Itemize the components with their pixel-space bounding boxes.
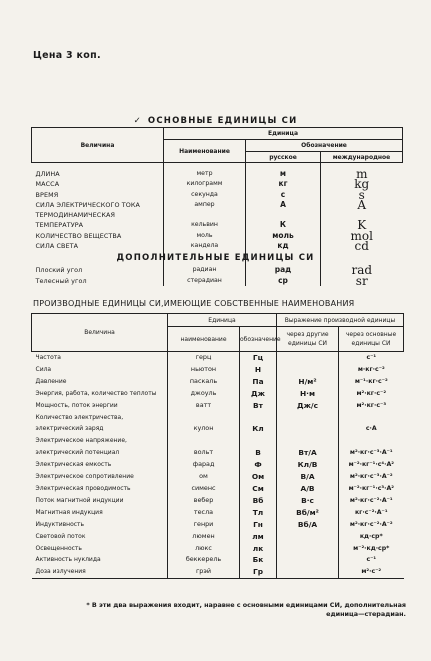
table-row bbox=[32, 459, 404, 471]
russian-symbol-cell: кд bbox=[246, 241, 321, 251]
unit-symbol-cell: Гц bbox=[240, 352, 277, 364]
table-row bbox=[32, 231, 403, 241]
table-row bbox=[32, 388, 404, 400]
unit-symbol-cell: Дж bbox=[240, 388, 277, 400]
via-base-units-cell: м²·кг·с⁻²·А⁻¹ bbox=[339, 495, 404, 507]
unit-symbol-cell: Вб bbox=[240, 495, 277, 507]
via-base-units-cell: м·кг·с⁻² bbox=[339, 364, 404, 376]
via-base-units-cell: м⁻²·кд·ср* bbox=[339, 543, 404, 555]
via-base-units-cell: с⁻¹ bbox=[339, 352, 404, 364]
via-base-units-cell: м²·кг·с⁻²·А⁻² bbox=[339, 519, 404, 531]
unit-name-cell: тесла bbox=[168, 507, 240, 519]
unit-name-cell: моль bbox=[164, 231, 246, 241]
table-row bbox=[32, 364, 404, 376]
quantity-cell: электрический заряд bbox=[35, 425, 104, 433]
quantity-cell: Давление bbox=[35, 377, 67, 385]
international-symbol-cell: sr bbox=[321, 276, 403, 286]
table-row bbox=[32, 471, 404, 483]
via-other-units-cell bbox=[277, 364, 339, 376]
russian-symbol-cell: А bbox=[246, 200, 321, 210]
unit-name-cell: паскаль bbox=[168, 376, 240, 388]
russian-symbol-cell: ср bbox=[246, 276, 321, 286]
header-expression: Выражение производной единицы bbox=[277, 314, 404, 327]
unit-name-cell: радиан bbox=[164, 265, 246, 275]
quantity-cell: Магнитная индукция bbox=[35, 508, 103, 516]
unit-name-cell bbox=[168, 412, 240, 424]
unit-name-cell: ом bbox=[168, 471, 240, 483]
quantity-cell: СИЛА ЭЛЕКТРИЧЕСКОГО ТОКА bbox=[35, 200, 140, 209]
header-via-base: через основные единицы СИ bbox=[339, 327, 404, 352]
via-other-units-cell bbox=[277, 435, 339, 447]
international-symbol-cell: m bbox=[321, 169, 403, 179]
quantity-cell: Телесный угол bbox=[35, 276, 87, 285]
russian-symbol-cell: К bbox=[246, 220, 321, 230]
unit-name-cell: люмен bbox=[168, 531, 240, 543]
header-russian: русское bbox=[246, 152, 321, 163]
unit-name-cell: герц bbox=[168, 352, 240, 364]
table-row bbox=[32, 483, 404, 495]
header-quantity: Величина bbox=[32, 314, 168, 352]
via-base-units-cell bbox=[339, 412, 404, 424]
unit-symbol-cell: Па bbox=[240, 376, 277, 388]
via-base-units-cell: кд·ср* bbox=[339, 531, 404, 543]
table-row bbox=[32, 276, 403, 286]
via-base-units-cell: м²·кг·с⁻³ bbox=[339, 400, 404, 412]
unit-name-cell: метр bbox=[164, 169, 246, 179]
table-row bbox=[32, 220, 403, 230]
unit-symbol-cell: Бк bbox=[240, 554, 277, 566]
international-symbol-cell: rad bbox=[321, 265, 403, 275]
quantity-cell: ТЕМПЕРАТУРА bbox=[35, 221, 84, 230]
unit-symbol-cell: Вт bbox=[240, 400, 277, 412]
derived-units-table bbox=[31, 313, 404, 579]
via-base-units-cell: с·А bbox=[339, 423, 404, 435]
via-other-units-cell: Вб/м² bbox=[277, 507, 339, 519]
via-other-units-cell: Вт/А bbox=[277, 447, 339, 459]
via-other-units-cell: В·с bbox=[277, 495, 339, 507]
quantity-cell: Поток магнитной индукции bbox=[35, 496, 124, 504]
unit-name-cell: вебер bbox=[168, 495, 240, 507]
quantity-cell: КОЛИЧЕСТВО ВЕЩЕСТВА bbox=[35, 231, 122, 240]
unit-symbol-cell bbox=[240, 412, 277, 424]
unit-name-cell: люкс bbox=[168, 543, 240, 555]
unit-symbol-cell: Тл bbox=[240, 507, 277, 519]
via-other-units-cell bbox=[277, 543, 339, 555]
via-other-units-cell bbox=[277, 352, 339, 364]
table-row bbox=[32, 531, 404, 543]
unit-name-cell: генри bbox=[168, 519, 240, 531]
unit-symbol-cell: Гр bbox=[240, 566, 277, 578]
quantity-cell: Индуктивность bbox=[35, 520, 85, 528]
unit-symbol-cell: В bbox=[240, 447, 277, 459]
via-other-units-cell: Вб/А bbox=[277, 519, 339, 531]
russian-symbol-cell bbox=[246, 210, 321, 220]
via-other-units-cell: В/А bbox=[277, 471, 339, 483]
unit-symbol-cell: Гн bbox=[240, 519, 277, 531]
unit-name-cell bbox=[168, 435, 240, 447]
footnote: * В эти два выражения входит, наравне с основными единицами СИ, дополнительная единица—стерадиан. bbox=[86, 601, 406, 618]
quantity-cell: Освещенность bbox=[35, 544, 82, 552]
quantity-cell: электрический потенциал bbox=[35, 449, 120, 457]
via-base-units-cell: м²·кг·с⁻³·А⁻² bbox=[339, 471, 404, 483]
header-name: наименование bbox=[168, 327, 240, 352]
via-other-units-cell: Дж/с bbox=[277, 400, 339, 412]
quantity-cell: Активность нуклида bbox=[35, 556, 101, 564]
via-base-units-cell bbox=[339, 435, 404, 447]
quantity-cell: ВРЕМЯ bbox=[35, 190, 59, 199]
table-row bbox=[32, 519, 404, 531]
unit-symbol-cell: Кл bbox=[240, 423, 277, 435]
unit-name-cell: фарад bbox=[168, 459, 240, 471]
table-row bbox=[32, 376, 404, 388]
unit-name-cell: вольт bbox=[168, 447, 240, 459]
via-base-units-cell: м⁻²·кг⁻¹·с⁴·А² bbox=[339, 459, 404, 471]
header-designation: обозначение bbox=[240, 327, 277, 352]
quantity-cell: Частота bbox=[35, 354, 61, 361]
unit-name-cell: джоуль bbox=[168, 388, 240, 400]
section-title-derived-units: ПРОИЗВОДНЫЕ ЕДИНИЦЫ СИ,ИМЕЮЩИЕ СОБСТВЕННЫЕ НАИМЕНОВАНИЯ bbox=[33, 299, 355, 308]
unit-name-cell: грэй bbox=[168, 566, 240, 578]
quantity-cell: Плоский угол bbox=[35, 266, 83, 275]
via-other-units-cell bbox=[277, 566, 339, 578]
via-base-units-cell: м⁻²·кг⁻¹·с³·А² bbox=[339, 483, 404, 495]
via-base-units-cell: м⁻¹·кг·с⁻² bbox=[339, 376, 404, 388]
unit-name-cell: беккерель bbox=[168, 554, 240, 566]
quantity-cell: Количество электричества, bbox=[35, 413, 124, 421]
via-other-units-cell bbox=[277, 412, 339, 424]
table-row bbox=[32, 400, 404, 412]
table-row bbox=[32, 179, 403, 189]
unit-symbol-cell: лм bbox=[240, 531, 277, 543]
table-row bbox=[32, 190, 403, 200]
table-row bbox=[32, 543, 404, 555]
table-row bbox=[32, 554, 404, 566]
section-title-supplementary: ДОПОЛНИТЕЛЬНЫЕ ЕДИНИЦЫ СИ bbox=[116, 253, 315, 264]
table-row bbox=[32, 435, 404, 447]
via-other-units-cell bbox=[277, 531, 339, 543]
unit-name-cell: ватт bbox=[168, 400, 240, 412]
international-symbol-cell: mol bbox=[321, 231, 403, 241]
header-international: международное bbox=[321, 152, 403, 163]
unit-name-cell: килограмм bbox=[164, 179, 246, 189]
via-other-units-cell bbox=[277, 423, 339, 435]
via-other-units-cell: А/В bbox=[277, 483, 339, 495]
unit-symbol-cell bbox=[240, 435, 277, 447]
table-row bbox=[32, 169, 403, 179]
unit-symbol-cell: Н bbox=[240, 364, 277, 376]
table-row bbox=[32, 200, 403, 210]
table-row bbox=[32, 241, 403, 251]
table-row bbox=[32, 352, 404, 364]
header-unit: Единица bbox=[168, 314, 277, 327]
quantity-cell: Электрическое сопротивление bbox=[35, 473, 134, 481]
via-base-units-cell: м²·кг·с⁻² bbox=[339, 388, 404, 400]
header-quantity: Величина bbox=[32, 128, 164, 163]
quantity-cell: СИЛА СВЕТА bbox=[35, 242, 79, 251]
russian-symbol-cell: кг bbox=[246, 179, 321, 189]
section-title-base-units bbox=[0, 116, 431, 126]
unit-symbol-cell: Ом bbox=[240, 471, 277, 483]
russian-symbol-cell: с bbox=[246, 190, 321, 200]
header-name: Наименование bbox=[164, 140, 246, 163]
quantity-cell: Электрическое напряжение, bbox=[35, 437, 127, 445]
via-other-units-cell: Кл/В bbox=[277, 459, 339, 471]
unit-symbol-cell: Ф bbox=[240, 459, 277, 471]
unit-name-cell bbox=[164, 210, 246, 220]
unit-name-cell: секунда bbox=[164, 190, 246, 200]
russian-symbol-cell: м bbox=[246, 169, 321, 179]
russian-symbol-cell: рад bbox=[246, 265, 321, 275]
unit-name-cell: ньютон bbox=[168, 364, 240, 376]
quantity-cell: ТЕРМОДИНАМИЧЕСКАЯ bbox=[35, 211, 116, 220]
quantity-cell: Мощность, поток энергии bbox=[35, 401, 118, 409]
table-row bbox=[32, 447, 404, 459]
table-row bbox=[32, 566, 404, 578]
quantity-cell: МАССА bbox=[35, 180, 60, 189]
check-mark: ✓ bbox=[133, 116, 142, 126]
international-symbol-cell: kg bbox=[321, 179, 403, 189]
via-other-units-cell: Н·м bbox=[277, 388, 339, 400]
quantity-cell: Доза излучения bbox=[32, 566, 168, 578]
table-row bbox=[32, 412, 404, 424]
unit-name-cell: стерадиан bbox=[164, 276, 246, 286]
via-base-units-cell: м²·кг·с⁻³·А⁻¹ bbox=[339, 447, 404, 459]
unit-name-cell: кулон bbox=[168, 423, 240, 435]
header-designation: Обозначение bbox=[246, 140, 403, 152]
table-row bbox=[32, 495, 404, 507]
unit-name-cell: кельвин bbox=[164, 220, 246, 230]
international-symbol-cell: K bbox=[321, 220, 403, 230]
via-base-units-cell: м²·с⁻² bbox=[339, 566, 404, 578]
table-row bbox=[32, 423, 404, 435]
quantity-cell: ДЛИНА bbox=[35, 170, 60, 178]
unit-name-cell: ампер bbox=[164, 200, 246, 210]
quantity-cell: Электрическая емкость bbox=[35, 461, 112, 469]
table-row bbox=[32, 507, 404, 519]
international-symbol-cell: cd bbox=[321, 241, 403, 251]
unit-name-cell: сименс bbox=[168, 483, 240, 495]
russian-symbol-cell: моль bbox=[246, 231, 321, 241]
quantity-cell: Световой поток bbox=[35, 532, 86, 540]
table-row bbox=[32, 210, 403, 220]
unit-symbol-cell: лк bbox=[240, 543, 277, 555]
unit-symbol-cell: См bbox=[240, 483, 277, 495]
quantity-cell: Энергия, работа, количество теплоты bbox=[35, 389, 157, 397]
table-row bbox=[32, 265, 403, 275]
section-title-text: ОСНОВНЫЕ ЕДИНИЦЫ СИ bbox=[147, 116, 298, 126]
header-unit: Единица bbox=[164, 128, 403, 140]
international-symbol-cell: s bbox=[321, 190, 403, 200]
via-other-units-cell: Н/м² bbox=[277, 376, 339, 388]
header-via-other: через другие единицы СИ bbox=[277, 327, 339, 352]
price-label: Цена 3 коп. bbox=[33, 50, 101, 61]
international-symbol-cell: A bbox=[321, 200, 403, 210]
via-base-units-cell: с⁻¹ bbox=[339, 554, 404, 566]
via-base-units-cell: кг·с⁻²·А⁻¹ bbox=[339, 507, 404, 519]
unit-name-cell: кандела bbox=[164, 241, 246, 251]
quantity-cell: Электрическая проводимость bbox=[35, 484, 131, 492]
via-other-units-cell bbox=[277, 554, 339, 566]
quantity-cell: Сила bbox=[35, 365, 52, 373]
